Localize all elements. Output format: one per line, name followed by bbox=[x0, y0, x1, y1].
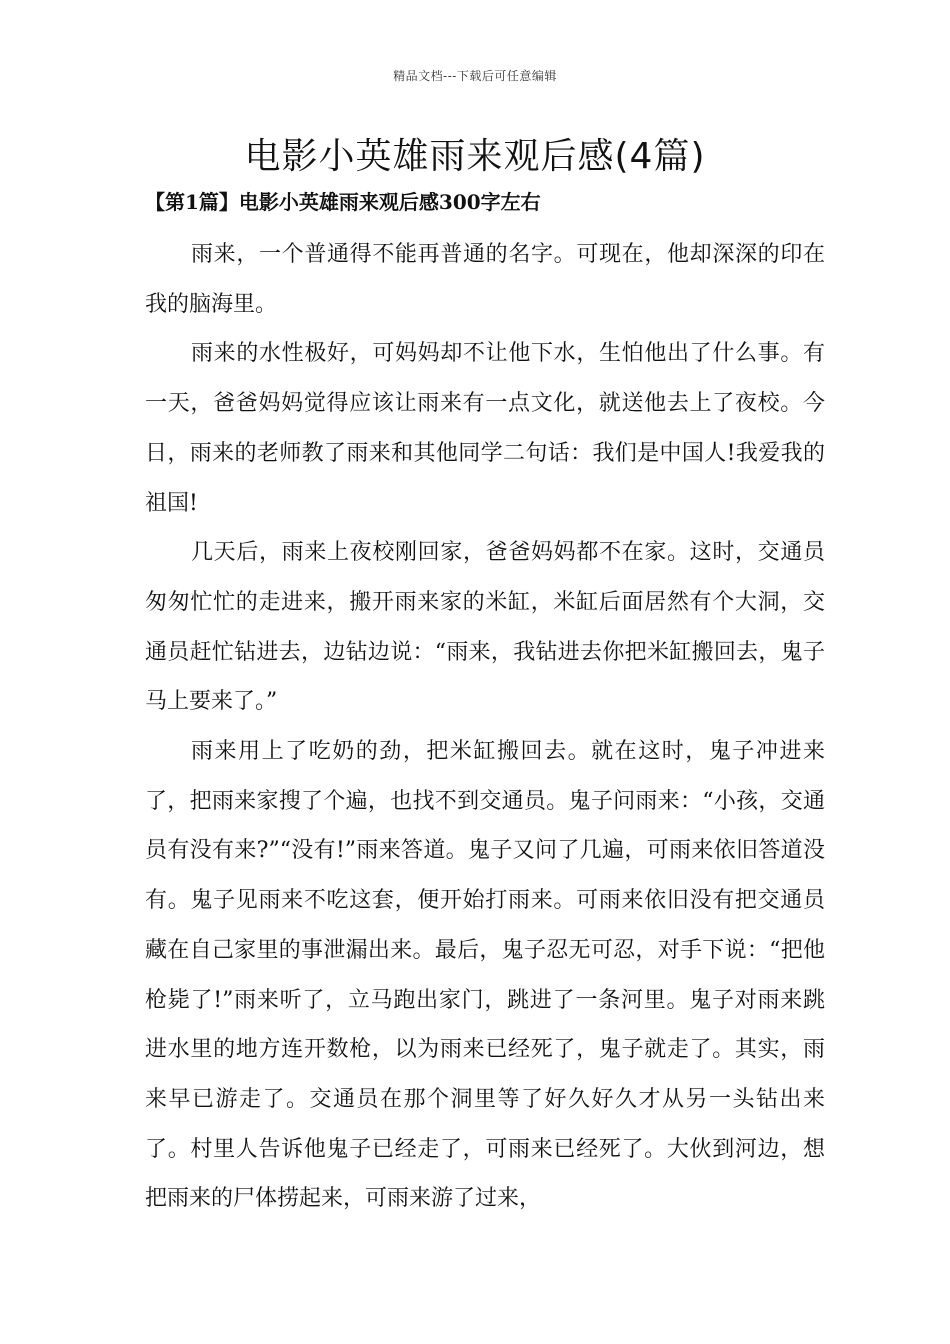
paragraph: 雨来用上了吃奶的劲，把米缸搬回去。就在这时，鬼子冲进来了，把雨来家搜了个遍，也找不到交通员。鬼子问雨来：“小孩，交通员有没有来?”“没有!”雨来答道。鬼子又问了几遍，可雨来依旧答道没有。鬼子见雨来不吃这套，便开始打雨来。可雨来依旧没有把交通员藏在自己家里的事泄漏出来。最后，鬼子忍无可忍，对手下说：“把他枪毙了!”雨来听了，立马跑出家门，跳进了一条河里。鬼子对雨来跳进水里的地方连开数枪，以为雨来已经死了，鬼子就走了。其实，雨来早已游走了。交通员在那个洞里等了好久好久才从另一头钻出来了。村里人告诉他鬼子已经走了，可雨来已经死了。大伙到河边，想把雨来的尸体捞起来，可雨来游了过来， bbox=[145, 739, 825, 1212]
paragraph: 雨来的水性极好，可妈妈却不让他下水，生怕他出了什么事。有一天，爸爸妈妈觉得应该让雨来有一点文化，就送他去上了夜校。今日，雨来的老师教了雨来和其他同学二句话：我们是中国人!我爱我的祖国! bbox=[145, 341, 825, 516]
paragraph: 几天后，雨来上夜校刚回家，爸爸妈妈都不在家。这时，交通员匆匆忙忙的走进来，搬开雨来家的米缸，米缸后面居然有个大洞，交通员赶忙钻进去，边钻边说：“雨来，我钻进去你把米缸搬回去，鬼子马上要来了。” bbox=[145, 540, 825, 715]
body-text bbox=[145, 230, 825, 1224]
section-heading: 【第1篇】电影小英雄雨来观后感300字左右 bbox=[145, 190, 541, 214]
document-title: 电影小英雄雨来观后感(4篇) bbox=[244, 136, 706, 177]
header-note: 精品文档---下载后可任意编辑 bbox=[393, 69, 557, 83]
paragraph: 雨来，一个普通得不能再普通的名字。可现在，他却深深的印在我的脑海里。 bbox=[145, 242, 825, 317]
